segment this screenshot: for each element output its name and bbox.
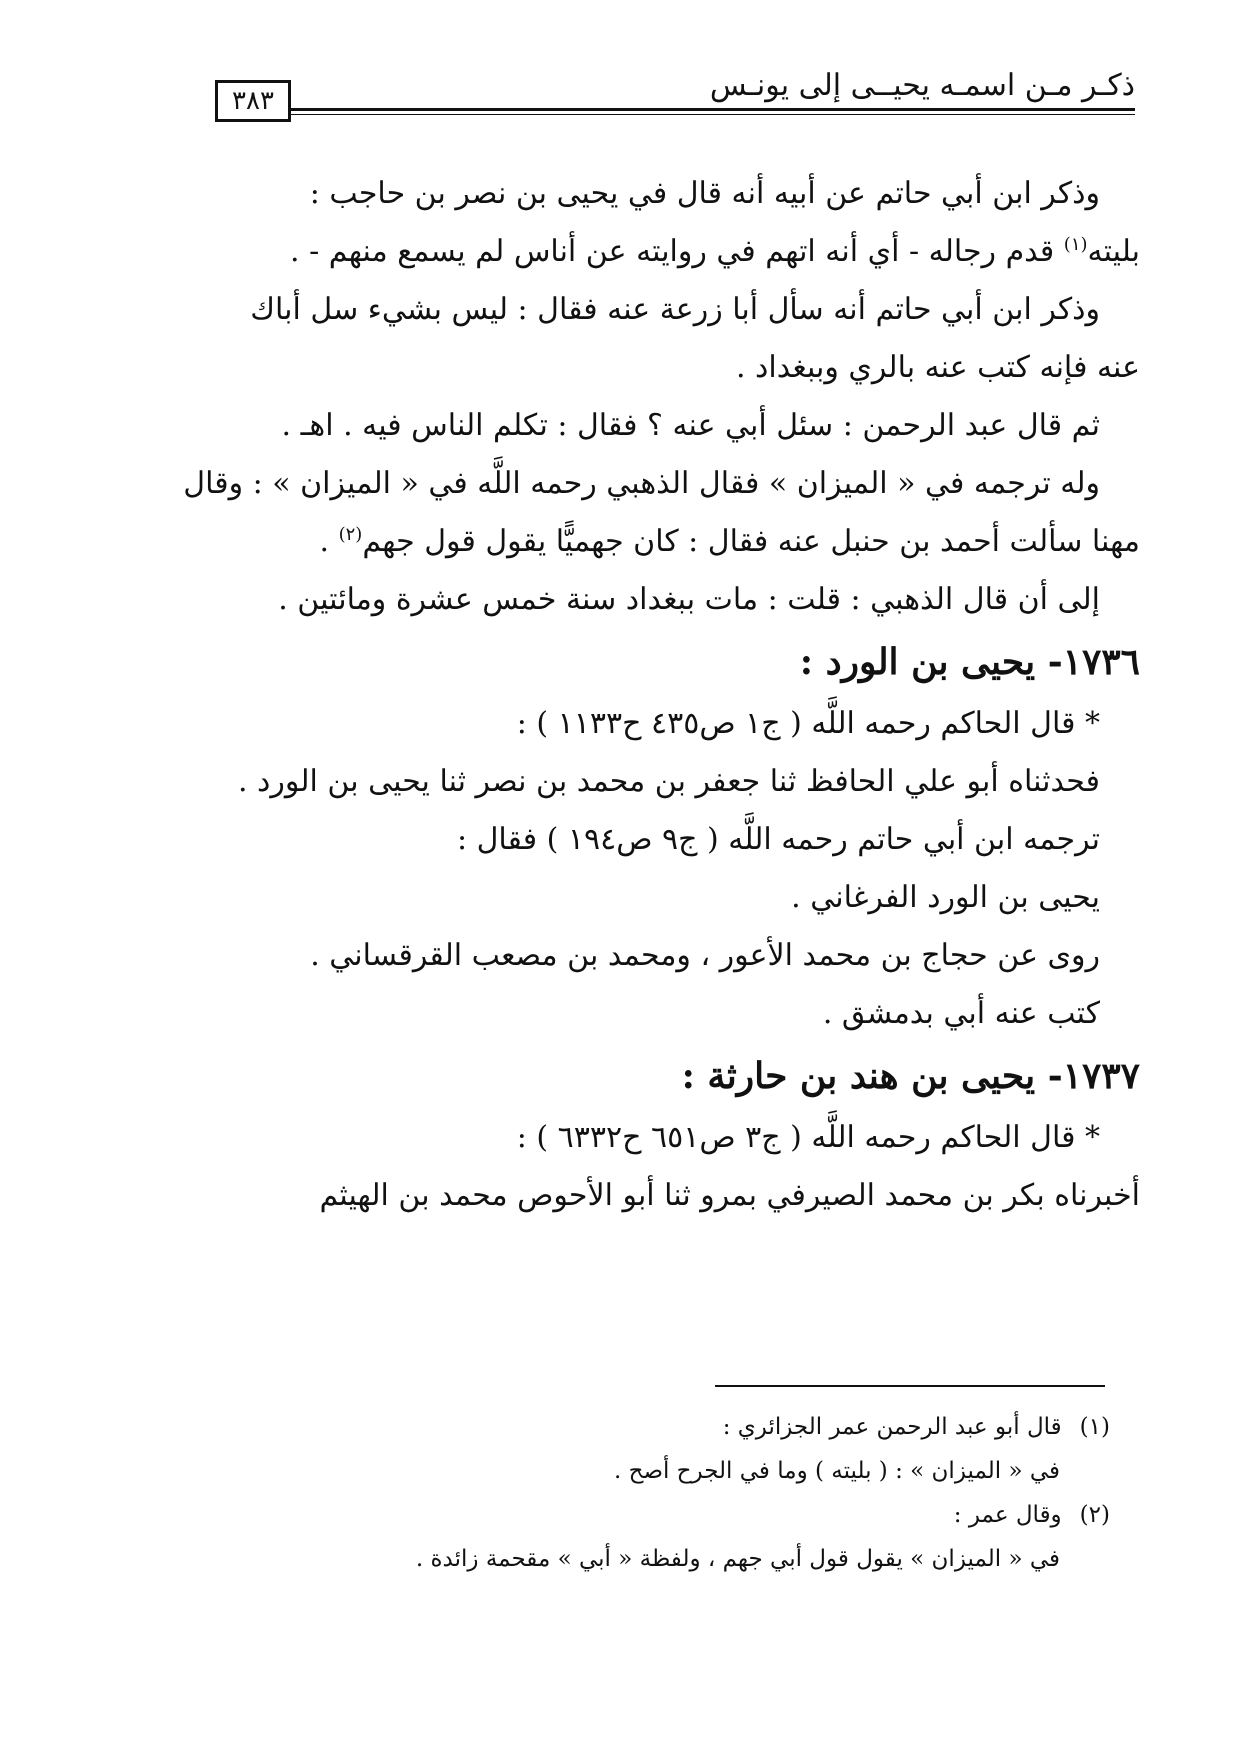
text-line: عنه فإنه كتب عنه بالري وببغداد . (735, 350, 1140, 385)
text-line: * قال الحاكم رحمه اللَّه ( ج١ ص٤٣٥ ح١١٣٣ ) : (516, 706, 1100, 741)
footnote-line (280, 1405, 1110, 1449)
footnote-text: وقال عمر : (953, 1502, 1062, 1528)
text-line: يحيى بن الورد الفرغاني . (791, 880, 1100, 915)
footnote-line (280, 1493, 1110, 1537)
footnote-number: (١) (1079, 1414, 1110, 1440)
text-segment: قدم رجاله - أي أنه اتهم في روايته عن أناس لم يسمع منهم - . (290, 234, 1055, 269)
footnote-text: قال أبو عبد الرحمن عمر الجزائري : (722, 1414, 1062, 1440)
text-line: إلى أن قال الذهبي : قلت : مات ببغداد سنة خمس عشرة ومائتين . (278, 582, 1100, 617)
page-number: ٣٨٣ (215, 80, 291, 122)
text-line (170, 223, 1140, 281)
text-line: وذكر ابن أبي حاتم عن أبيه أنه قال في يحيى بن نصر بن حاجب : (309, 176, 1100, 211)
footnote-marker: (٢) (338, 524, 363, 545)
text-line: أخبرناه بكر بن محمد الصيرفي بمرو ثنا أبو الأحوص محمد بن الهيثم (319, 1178, 1140, 1213)
header-rule-thin (291, 114, 1135, 115)
text-segment: بليته (1087, 234, 1140, 269)
page-header (215, 60, 1135, 120)
text-line: روى عن حجاج بن محمد الأعور ، ومحمد بن مصعب القرقساني . (310, 938, 1100, 973)
entry-heading: ١٧٣٧- يحيى بن هند بن حارثة : (681, 1055, 1140, 1097)
footnote-number: (٢) (1079, 1502, 1110, 1528)
entry-heading: ١٧٣٦- يحيى بن الورد : (799, 641, 1140, 683)
footnote-marker: (١) (1063, 234, 1088, 255)
footnotes (280, 1405, 1110, 1581)
text-line: مهنا سألت أحمد بن حنبل عنه فقال : كان جهميًّا يقول قول جهم$^{(٢)}$ . (319, 524, 1140, 559)
text-line: وله ترجمه في « الميزان » فقال الذهبي رحمه اللَّه في « الميزان » : وقال (183, 466, 1100, 501)
text-line: * قال الحاكم رحمه اللَّه ( ج٣ ص٦٥١ ح٦٣٣٢ ) : (516, 1120, 1100, 1155)
main-text (170, 165, 1140, 1225)
text-line: ثم قال عبد الرحمن : سئل أبي عنه ؟ فقال : تكلم الناس فيه . اهـ . (281, 408, 1100, 443)
text-line: وذكر ابن أبي حاتم أنه سأل أبا زرعة عنه فقال : ليس بشيء سل أباك (250, 292, 1100, 327)
text-line: كتب عنه أبي بدمشق . (822, 996, 1100, 1031)
text-segment: مهنا سألت أحمد بن حنبل عنه فقال : كان جهميًّا يقول قول جهم (362, 524, 1140, 559)
header-rule (291, 108, 1135, 111)
footnote-line: في « الميزان » : ( بليته ) وما في الجرح أصح . (613, 1458, 1060, 1484)
text-line: ترجمه ابن أبي حاتم رحمه اللَّه ( ج٩ ص١٩٤ ) فقال : (456, 822, 1100, 857)
footnote-line: في « الميزان » يقول قول أبي جهم ، ولفظة « أبي » مقحمة زائدة . (415, 1546, 1060, 1572)
footnote-rule (715, 1385, 1105, 1387)
text-line: فحدثناه أبو علي الحافظ ثنا جعفر بن محمد بن نصر ثنا يحيى بن الورد . (237, 764, 1100, 799)
running-title: ذكـر مـن اسمـه يحيــى إلى يونـس (709, 68, 1135, 103)
